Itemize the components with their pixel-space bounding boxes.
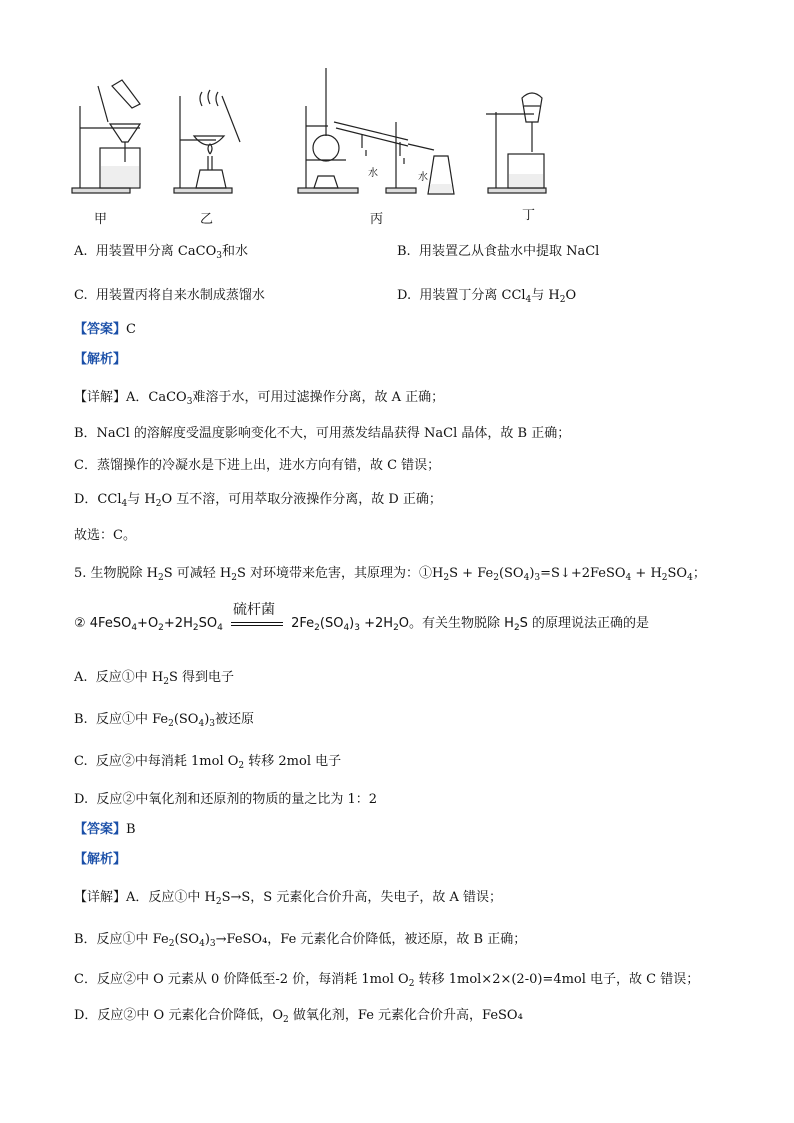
reaction-arrow <box>231 601 283 631</box>
q5-detail-b: B．反应①中 $Fe_2(SO_4)_3\to FeSO_4$，Fe 元素化合价降低，被还原，故 B 正确； <box>74 932 527 949</box>
apparatus-yi-evaporation <box>174 90 240 193</box>
label-bing: 丙 <box>370 212 384 227</box>
q5-option-b: B. 反应①中 $Fe_2(SO_4)_3$被还原 <box>74 712 255 729</box>
label-ding: 丁 <box>522 208 536 223</box>
q4-answer: 【答案】C <box>74 322 136 337</box>
label-jia: 甲 <box>94 212 108 227</box>
q4-option-a: A. 用装置甲分离 CaCO$_3$和水 <box>74 244 248 261</box>
label-water-in: 水 <box>368 168 378 179</box>
q5-detail-a: 【详解】A．反应①中 $H_2S\to S$，S 元素化合价升高，失电子，故 A 错误； <box>74 890 502 907</box>
apparatus-figure <box>62 66 562 226</box>
q5-option-d: D. 反应②中氧化剂和还原剂的物质的量之比为 1：2 <box>74 792 378 807</box>
q5-detail-c: C．反应②中 O 元素从 0 价降低至-2 价，每消耗 1mol $O_2$ 转移 1mol×2×(2-0)=4mol 电子，故 C 错误； <box>74 972 700 989</box>
q4-conclusion: 故选：C。 <box>74 528 136 543</box>
q4-detail-b: B．NaCl 的溶解度受温度影响变化不大，可用蒸发结晶获得 NaCl 晶体，故 B 正确； <box>74 426 571 441</box>
q4-detail-c: C．蒸馏操作的冷凝水是下进上出，进水方向有错，故 C 错误； <box>74 458 441 473</box>
q5-detail-d: D．反应②中 O 元素化合价降低，$O_2$ 做氧化剂，Fe 元素化合价升高，FeSO₄ <box>74 1008 523 1025</box>
q4-option-b: B. 用装置乙从食盐水中提取 NaCl <box>397 244 600 259</box>
q5-option-c: C. 反应②中每消耗 1mol $O_2$ 转移 2mol 电子 <box>74 754 342 771</box>
q5-option-a: A. 反应①中 $H_2S$ 得到电子 <box>74 670 235 687</box>
q4-option-d: D. 用装置丁分离 CCl$_4$与 $H_2O$ <box>397 288 577 305</box>
q4-option-c: C. 用装置丙将自来水制成蒸馏水 <box>74 288 265 303</box>
label-water-out: 水 <box>418 172 428 183</box>
q4-detail-d: D．CCl$_4$与 $H_2O$ 互不溶，可用萃取分液操作分离，故 D 正确； <box>74 492 442 509</box>
q5-stem-line1: 5. 生物脱除 $H_2S$ 可减轻 $H_2S$ 对环境带来危害，其原理为：$①H_2S$ + $Fe_2(SO_4)_3=S↓+2FeSO_4 + H_2SO_4$； <box>74 566 706 583</box>
q4-detail-a: 【详解】A．CaCO$_3$难溶于水，可用过滤操作分离，故 A 正确； <box>74 390 445 407</box>
q5-answer: 【答案】B <box>74 822 136 837</box>
q5-analysis-label: 【解析】 <box>74 852 127 867</box>
label-yi: 乙 <box>200 212 214 227</box>
q5-stem-line2: ② $4FeSO_4+O_2+2H_2SO_4$ 硫杆菌 $2Fe_2(SO_4)_3 +2H_2O$。有关生物脱除 $H_2S$ 的原理说法正确的是 <box>74 612 649 633</box>
q4-analysis-label: 【解析】 <box>74 352 127 367</box>
catalyst-label: 硫杆菌 <box>232 601 275 618</box>
apparatus-ding-separation <box>486 93 546 193</box>
apparatus-jia-filtration <box>72 80 140 193</box>
